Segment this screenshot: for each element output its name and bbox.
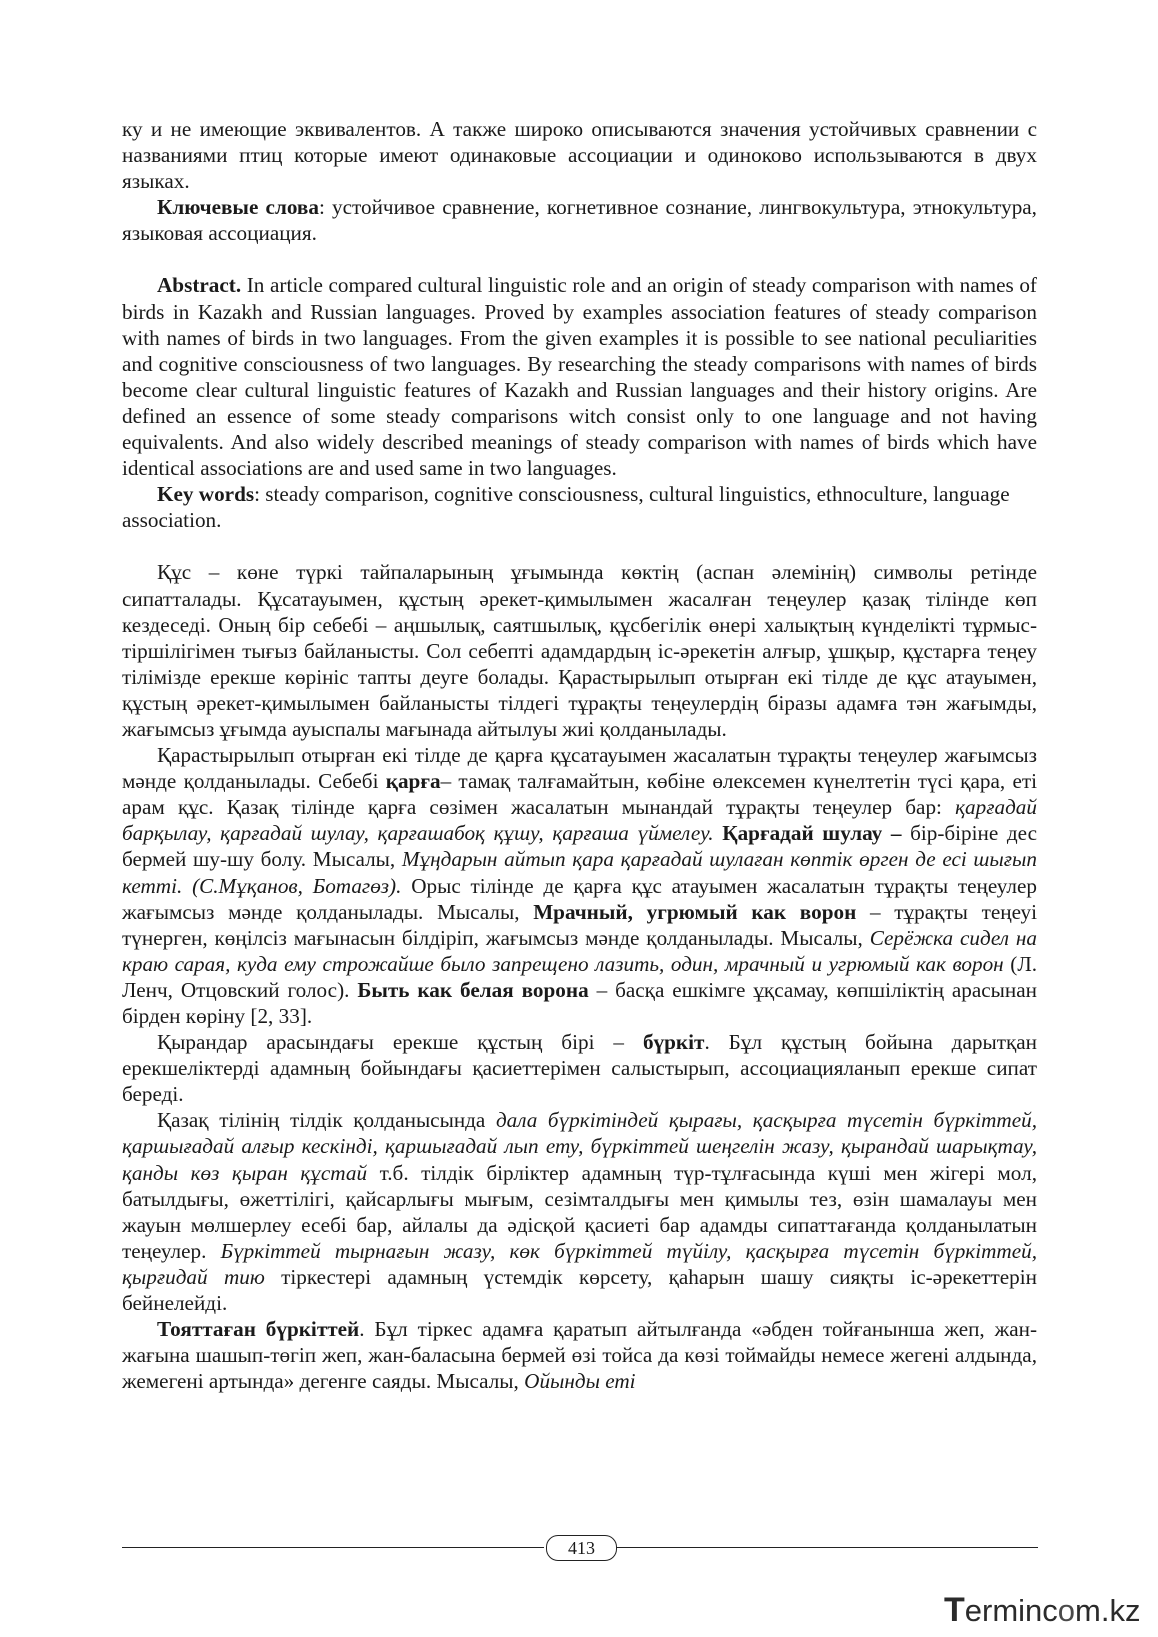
karga-bold-2: Қарғадай шулау – <box>722 821 902 846</box>
kazak-text-1: Қазақ тілінің тілдік қолданысында <box>157 1108 496 1133</box>
watermark-part-2: m.kz <box>1075 1593 1141 1628</box>
karga-text-4: бір-біріне дес бермей шу-шу болу. Мысалы, <box>122 821 1038 872</box>
keywords-ru-label: Ключевые слова <box>157 195 319 220</box>
abstract-text: In article compared cultural linguistic role and an origin of steady comparison with names of birds in Kazakh and Russian languages. Proved by examples association features of steady comparison with names of birds in two languages. From the given examples it is possible to see national peculiarities and cognitive consciousness of two languages. By researching the steady comparisons with names of birds become clear cultural linguistic features of Kazakh and Russian languages and their history origins. Are defined an essence of some steady comparisons witch consist only to one language and not having equivalents. And also widely described meanings of steady comparison with names of birds which have identical associations are and used same in two languages. <box>122 273 1037 481</box>
kazak-text-2: т.б. тілдік бірліктер адамның түр-тұлғасында күші мен жігері мол, батылдығы, өжеттілігі, қайсарлығы мығым, сезімталдығы мен қимылы тез, өзін шамалауы мен жауын мөлшерлеу есебі бар, айлалы да әдісқой қасиеті бар адамды сипаттағанда қолданылатын теңеулер. <box>122 1160 1037 1263</box>
karga-text-8: – басқа ешкімге ұқсамау, көпшіліктің арасынан бірден көріну [2, 33]. <box>122 977 1037 1028</box>
karga-italic-2: Мұңдарын айтып қара қарғадай шулаған көптік өрген де есі шығып кетті. (С.Мұқанов, Ботагөз). <box>122 847 1037 898</box>
keywords-en-label: Key words <box>157 482 255 507</box>
watermark-letter-c: c <box>1042 1593 1058 1628</box>
karga-text-7: (Л. Ленч, Отцовский голос). <box>122 951 1037 1002</box>
keywords-en-text: : steady comparison, cognitive consciousness, cultural linguistics, ethnoculture, language association. <box>122 482 1010 533</box>
karga-bold-3: Мрачный, угрюмый как ворон <box>533 899 857 924</box>
karga-text-6: – тұрақты теңеуі түнерген, көңілсіз мағынасын білдіріп, жағымсыз мәнде қолданылады. Мысалы, <box>122 899 1037 950</box>
paragraph-kazak <box>122 1107 1037 1316</box>
watermark-letter-o: o <box>1057 1593 1076 1628</box>
kazak-italic-2: Бүркіттей тырнағын жазу, көк бүркіттей түйілу, қасқырға түсетін бүркіттей, қырғидай тию <box>122 1238 1037 1289</box>
paragraph-keywords-en <box>122 481 1037 533</box>
paragraph-toyattagan <box>122 1316 1037 1394</box>
footer-rule-right <box>617 1547 1038 1548</box>
karga-italic-1: қарғадай барқылау, қарғадай шулау, қарғашабоқ құшу, қарғаша үймелеу. <box>122 795 1037 846</box>
toyattagan-italic-1: Ойынды еті <box>524 1369 636 1394</box>
watermark-part-1: ermin <box>964 1593 1043 1628</box>
paragraph-kyran <box>122 1029 1037 1107</box>
kazak-italic-1: дала бүркітіндей қырағы, қасқырға түсетін бүркіттей, қаршығадай алғыр кескінді, қаршығадай лып ету, бүркіттей шеңгелін жазу, қырандай шарықтау, қанды көз қыран құстай <box>122 1108 1037 1185</box>
document-page-body <box>122 116 1037 1394</box>
page-number: 413 <box>546 1535 617 1561</box>
termincom-watermark-logo <box>944 1592 1144 1628</box>
karga-text-3 <box>714 821 723 845</box>
footer-rule-left <box>122 1547 544 1548</box>
toyattagan-bold-1: Тояттаған бүркіттей <box>157 1317 360 1342</box>
karga-text-2: – тамақ талғамайтын, көбіне өлексемен күнелтетін түсі қара, еті арам құс. Қазақ тілінде қарға сөзімен жасалатын мынандай тұрақты теңеулер бар: <box>122 769 1037 820</box>
toyattagan-text-1: . Бұл тіркес адамға қаратып айтылғанда «әбден тойғанынша жеп, жан-жағына шашып-төгіп жеп, жан-баласына бермей өзі тойса да көзі тоймайды немесе жегені алдында, жемегені артында» дегенге саяды. Мысалы, <box>122 1317 1038 1394</box>
karga-text-1: Қарастырылып отырған екі тілде де қарға құсатауымен жасалатын тұрақты теңеулер жағымсыз мәнде қолданылады. Себебі <box>122 743 1037 794</box>
paragraph-kus: Құс – көне түркі тайпаларының ұғымында көктің (аспан әлемінің) символы ретінде сипатталады. Құсатауымен, құстың әрекет-қимылымен жасалған теңеулер қазақ тілінде көп кездеседі. Оның бір себебі – аңшылық, саятшылық, құсбегілік өнері халықтың күнделікті тұрмыс-тіршілігімен тығыз байланысты. Сол себепті адамдардың іс-әрекетін алғыр, ұшқыр, құстарға теңеу тілімізде ерекше көрініс тапты деуге болады. Қарастырылып отырған екі тілде де құс атауымен, құстың әрекет-қимылымен байланысты тілдегі тұрақты теңеулердің біразы адамға тән жағымды, жағымсыз ұғымда ауыспалы мағынада айтылуы жиі қолданылады. <box>122 560 1037 741</box>
keywords-ru-text: : устойчивое сравнение, когнетивное сознание, лингвокультура, этнокультура, языковая ассоциация. <box>122 195 1037 246</box>
paragraph-karga <box>122 742 1037 1029</box>
paragraph-abstract <box>122 272 1037 481</box>
karga-text-5: Орыс тілінде де қарға құс атауымен жасалатын тұрақты теңеулер жағымсыз мәнде қолданылады. Мысалы, <box>122 873 1037 924</box>
kazak-text-3: тіркестері адамның үстемдік көрсету, қаһарын шашу сияқты іс-әрекеттерін бейнелейді. <box>122 1264 1037 1316</box>
kyran-text-2: . Бұл құстың бойына дарытқан ерекшеліктерді адамның бойындағы қасиеттерімен салыстырып, ассоциацияланып ерекше сипат береді. <box>122 1030 1037 1107</box>
paragraph-keywords-ru <box>122 194 1037 246</box>
karga-italic-3: Серёжка сидел на краю сарая, куда ему строжайше было запрещено лазить, один, мрачный и угрюмый как ворон <box>122 925 1038 976</box>
karga-bold-4: Быть как белая ворона <box>357 977 589 1002</box>
watermark-letter-t: T <box>944 1591 965 1629</box>
kyran-bold-1: бүркіт <box>642 1030 705 1055</box>
kyran-text-1: Қырандар арасындағы ерекше құстың бірі – <box>157 1030 643 1055</box>
karga-bold-1: қарға <box>385 769 441 794</box>
paragraph-summary-tail: ку и не имеющие эквивалентов. А также широко описываются значения устойчивых сравнении с названиями птиц которые имеют одинаковые ассоциации и одиноково использываются в двух языках. <box>122 117 1037 194</box>
abstract-label: Abstract. <box>157 273 242 298</box>
